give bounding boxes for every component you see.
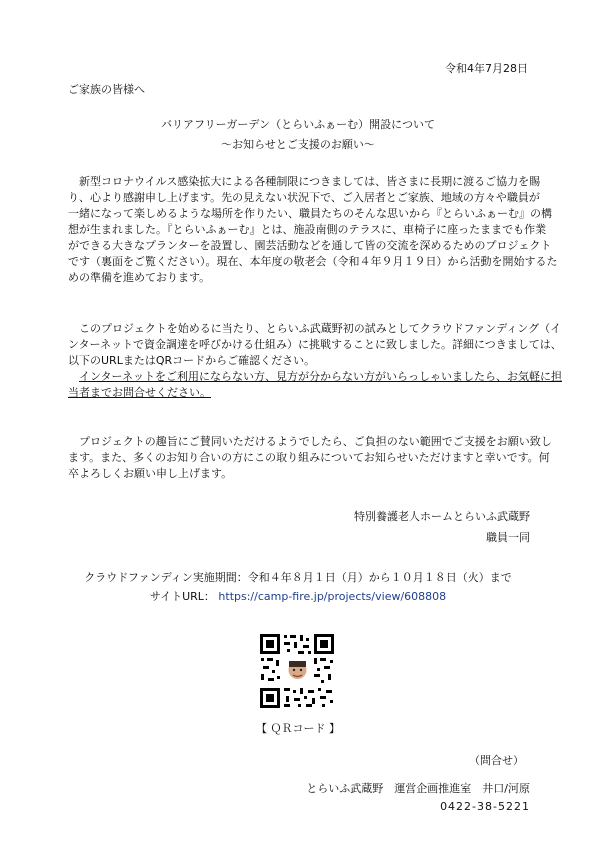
paragraph-3-line: プロジェクトの趣旨にご賛同いただけるようでしたら、ご負担のない範囲でご支援をお願い致し bbox=[79, 435, 552, 448]
paragraph-3-line: ます。また、多くのお知り合いの方にこの取り組みについてお知らせいただけますと幸いです。何 bbox=[68, 451, 550, 464]
paragraph-3-line: 卒よろしくお願い申し上げます。 bbox=[68, 467, 233, 480]
contact-label: （問合せ） bbox=[469, 754, 524, 767]
paragraph-1-line: 想が生まれました。『とらいふぁーむ』とは、施設南側のテラスに、車椅子に座ったままでも作業 bbox=[68, 223, 547, 236]
contact-department: とらいふ武蔵野 運営企画推進室 井口/河原 bbox=[306, 782, 530, 795]
title-line-1: バリアフリーガーデン（とらいふぁーむ）開設について bbox=[161, 118, 435, 131]
site-url-label: サイトURL： bbox=[149, 590, 215, 603]
paragraph-1 bbox=[68, 174, 558, 286]
crowdfunding-period: クラウドファンディン実施期間：令和４年８月１日（月）から１０月１８日（火）まで bbox=[84, 571, 512, 584]
sender-staff: 職員一同 bbox=[486, 531, 530, 544]
paragraph-1-line: 一緒になって楽しめるような場所を作りたい、職員たちのそんな思いから『とらいふぁーむ』の構 bbox=[68, 207, 552, 220]
paragraph-2 bbox=[68, 321, 563, 401]
qr-caption: 【 ＱＲコード 】 bbox=[256, 722, 340, 735]
paragraph-2-note-line: 当者までお問合せください。 bbox=[68, 386, 211, 399]
paragraph-2-line: このプロジェクトを始めるに当たり、とらいふ武蔵野初の試みとしてクラウドファンディング（イ bbox=[79, 322, 562, 335]
paragraph-1-line: です（裏面をご覧ください）。現在、本年度の敬老会（令和４年９月１９日）から活動を開始するた bbox=[68, 255, 558, 268]
paragraph-2-line: 以下のURLまたはQRコードからご確認ください。 bbox=[68, 354, 316, 367]
paragraph-1-line: ができる大きなプランターを設置し、園芸活動などを通して皆の交流を深めるためのプロジェクト bbox=[68, 239, 552, 252]
title-line-2: ～お知らせとご支援のお願い～ bbox=[221, 138, 375, 151]
paragraph-2-line: ンターネットで資金調達を呼びかける仕組み）に挑戦することに致しました。詳細につきましては、 bbox=[68, 338, 562, 351]
sender-org: 特別養護老人ホームとらいふ武蔵野 bbox=[354, 510, 530, 523]
site-url-link[interactable]: https://camp-fire.jp/projects/view/608808 bbox=[218, 590, 447, 603]
addressee: ご家族の皆様へ bbox=[68, 83, 145, 96]
paragraph-3 bbox=[68, 434, 552, 482]
paragraph-1-line: めの準備を進めております。 bbox=[68, 271, 211, 284]
paragraph-1-line: り、心より感謝申し上げます。先の見えない状況下で、ご入居者とご家族、地域の方々や職員が bbox=[68, 191, 540, 204]
paragraph-1-line: 新型コロナウイルス感染拡大による各種制限につきましては、皆さまに長期に渡るご協力を賜 bbox=[79, 175, 541, 188]
qr-code[interactable] bbox=[258, 632, 336, 710]
contact-phone: 0422-38-5221 bbox=[440, 800, 530, 813]
paragraph-2-note-line: インターネットをご利用にならない方、見方が分からない方がいらっしゃいましたら、お気軽に担 bbox=[79, 370, 563, 383]
letter-date: 令和4年7月28日 bbox=[445, 62, 528, 75]
site-url-line bbox=[0, 588, 596, 604]
